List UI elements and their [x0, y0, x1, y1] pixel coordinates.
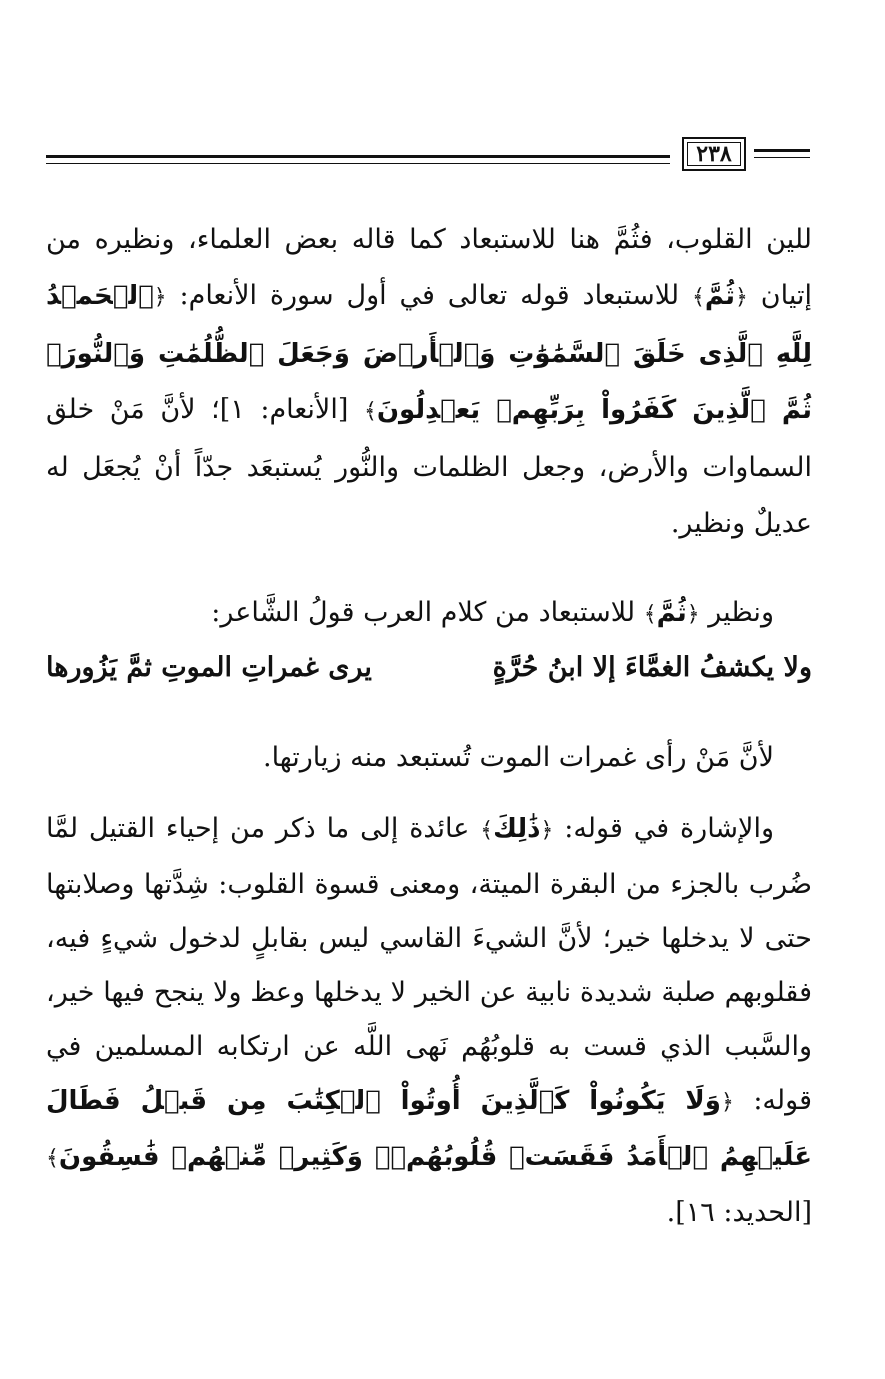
quran-open-bracket: ﴿: [153, 285, 167, 310]
quran-quote: ثُمَّ: [656, 598, 687, 628]
quran-quote: ثُمَّ: [704, 281, 736, 311]
text-run: [الأنعام: ١]؛ لأنَّ مَنْ خلق السماوات والأرض، وجعل الظلمات والنُّور يُستبعَد جدّاً أنْ يُجعَل له عديلٌ ونظير.: [46, 394, 812, 539]
header-rule: [46, 163, 670, 164]
quran-close-bracket: ﴾: [480, 818, 494, 843]
header-rule: [754, 149, 810, 152]
quran-close-bracket: ﴾: [643, 602, 657, 627]
quran-open-bracket: ﴿: [720, 1090, 734, 1115]
quran-close-bracket: ﴾: [363, 399, 377, 424]
paragraph-3: [46, 730, 812, 786]
text-run: للاستبعاد من كلام العرب قولُ الشَّاعر:: [211, 597, 644, 628]
quran-close-bracket: ﴾: [46, 1146, 59, 1171]
quran-quote: ٱلۡحَمۡدُ لِلَّهِ ٱلَّذِى خَلَقَ ٱلسَّمَٰوَٰتِ وَٱلۡأَرۡضَ وَجَعَلَ ٱلظُّلُمَٰتِ وَٱلنُّورَۖ ثُمَّ ٱلَّذِينَ كَفَرُواْ بِرَبِّهِمۡ يَعۡدِلُونَ: [46, 281, 812, 425]
text-run: للاستبعاد قوله تعالى في أول سورة الأنعام:: [166, 280, 692, 311]
quran-quote: ذَٰلِكَ: [493, 814, 541, 844]
verse-first-hemistich: ولا يكشفُ الغمَّاءَ إلا ابنُ حُرَّةٍ: [492, 652, 812, 683]
running-header: [46, 135, 810, 177]
paragraph-4: [46, 802, 812, 1240]
text-run: ونظير: [699, 597, 774, 628]
quran-open-bracket: ﴿: [540, 818, 554, 843]
quran-open-bracket: ﴿: [686, 602, 700, 627]
paragraph-1: [46, 212, 812, 552]
paragraph-2: [46, 585, 812, 643]
verse-second-hemistich: يرى غمراتِ الموتِ ثمَّ يَزُورها: [46, 652, 372, 683]
header-rule: [754, 157, 810, 158]
header-rule: [46, 155, 670, 158]
text-run: لأنَّ مَنْ رأى غمرات الموت تُستبعد منه زيارتها.: [262, 742, 774, 773]
quran-quote: وَلَا يَكُونُواْ كَٱلَّذِينَ أُوتُواْ ٱلۡكِتَٰبَ مِن قَبۡلُ فَطَالَ عَلَيۡهِمُ ٱلۡأَمَدُ فَقَسَتۡ قُلُوبُهُمۡۖ وَكَثِيرٞ مِّنۡهُمۡ فَٰسِقُونَ: [46, 1086, 812, 1172]
text-run: للين القلوب، فثُمَّ هنا للاستبعاد كما قاله بعض العلماء، ونظيره من إتيان: [46, 224, 812, 311]
poetry-verse: [46, 644, 812, 700]
text-run: والإشارة في قوله:: [553, 813, 774, 844]
page-number: ٢٣٨: [682, 137, 746, 171]
quran-close-bracket: ﴾: [691, 285, 705, 310]
text-run: [الحديد: ١٦].: [666, 1197, 812, 1228]
quran-open-bracket: ﴿: [735, 285, 748, 310]
text-run: عائدة إلى ما ذكر من إحياء القتيل لمَّا ضُرب بالجزء من البقرة الميتة، ومعنى قسوة القلوب: شِدَّتها وصلابتها حتى لا يدخلها خير؛ لأنَّ الشيءَ القاسي ليس بقابلٍ لدخول شيءٍ فيه، فقلوبهم صلبة شديدة نابية عن الخير لا يدخلها وعظ ولا ينجح فيها خير، والسَّبب الذي قست به قلوبُهُم نَهى اللَّه عن ارتكابه المسلمين في قوله:: [46, 813, 812, 1116]
